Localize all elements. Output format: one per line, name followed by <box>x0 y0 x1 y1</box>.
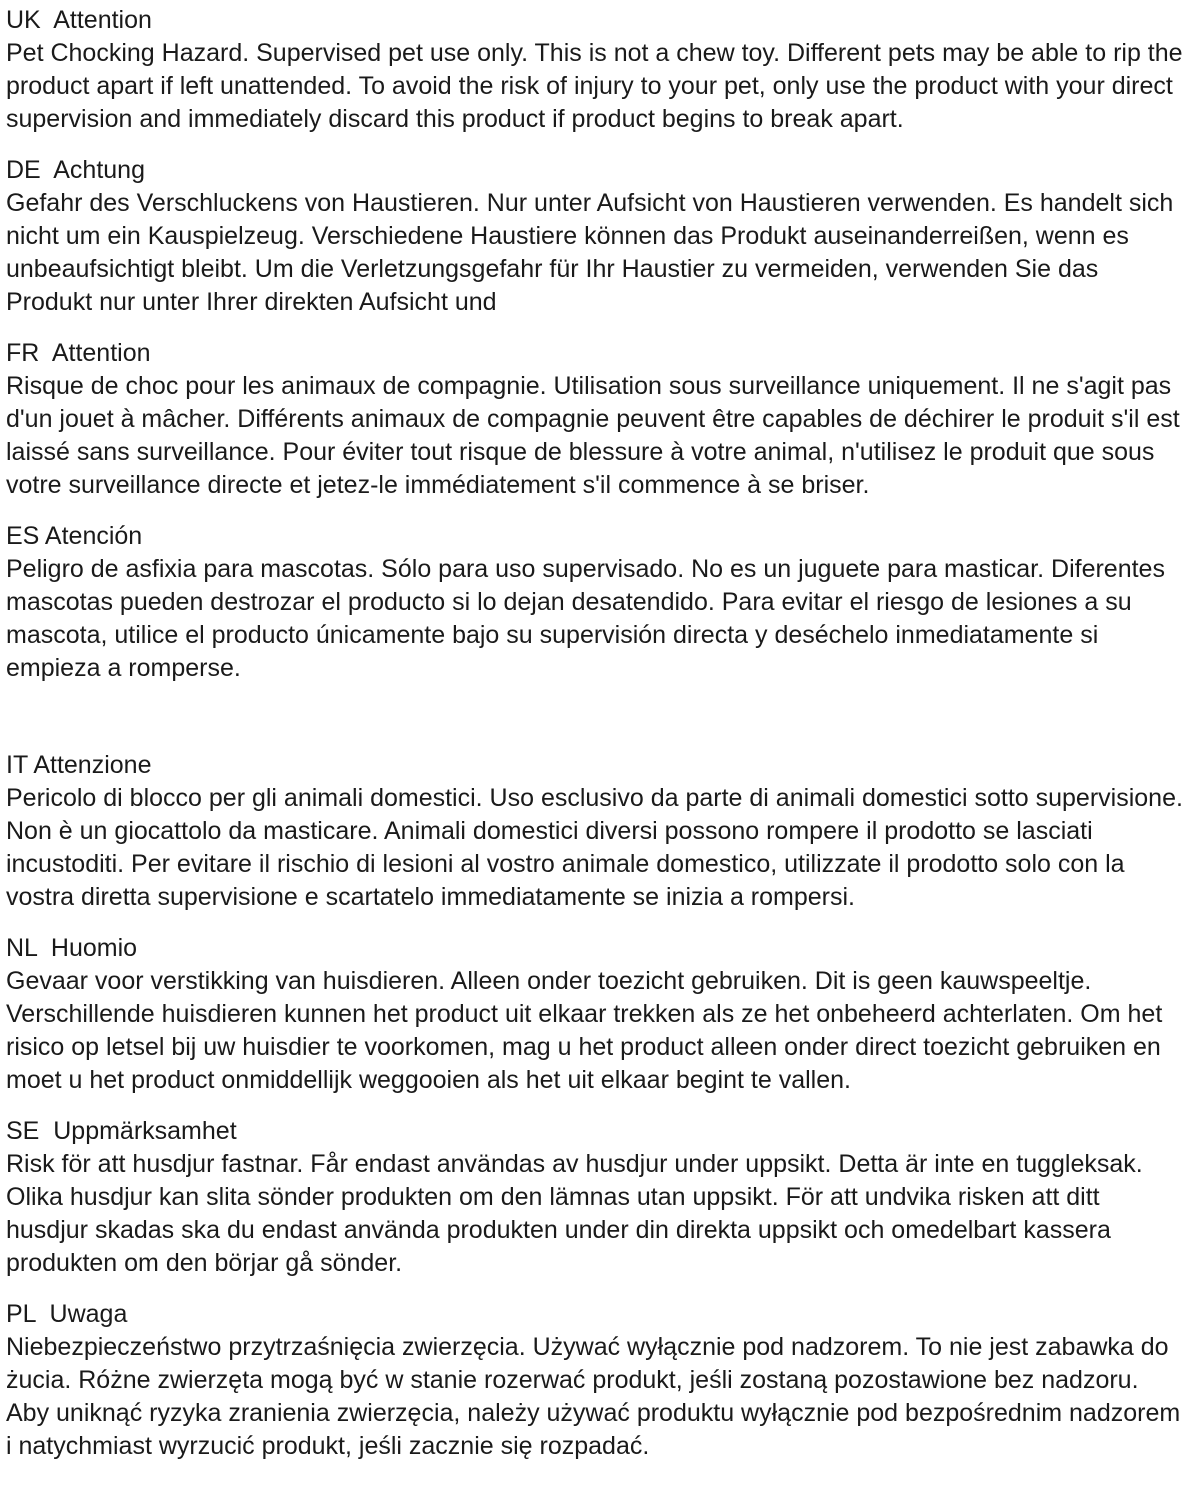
section-heading-de: DE Achtung <box>6 156 145 184</box>
section-body-es: Peligro de asfixia para mascotas. Sólo para uso supervisado. No es un juguete para masticar. Diferentes mascotas pueden destrozar el producto si lo dejan desatendido. Para evitar el riesgo de lesiones a su mascota, utilice el producto únicamente bajo su supervisión directa y deséchelo inmediatamente si empieza a romperse. <box>6 555 1165 682</box>
warning-section-uk <box>6 4 1185 136</box>
section-heading-es: ES Atención <box>6 522 143 550</box>
section-heading-se: SE Uppmärksamhet <box>6 1117 237 1145</box>
warning-section-it <box>6 749 1185 914</box>
warning-section-nl <box>6 932 1185 1097</box>
section-body-uk: Pet Chocking Hazard. Supervised pet use only. This is not a chew toy. Different pets may be able to rip the product apart if left unattended. To avoid the risk of injury to your pet, only use the product with your direct supervision and immediately discard this product if product begins to break apart. <box>6 39 1183 133</box>
warning-section-fr <box>6 337 1185 502</box>
warning-section-es <box>6 520 1185 685</box>
section-body-se: Risk för att husdjur fastnar. Får endast användas av husdjur under uppsikt. Detta är inte en tuggleksak. Olika husdjur kan slita sönder produkten om den lämnas utan uppsikt. För att undvika risken att ditt husdjur skadas ska du endast använda produkten under din direkta uppsikt och omedelbart kassera produkten om den börjar gå sönder. <box>6 1150 1143 1277</box>
section-body-fr: Risque de choc pour les animaux de compagnie. Utilisation sous surveillance uniquement. Il ne s'agit pas d'un jouet à mâcher. Différents animaux de compagnie peuvent être capables de déchirer le produit s'il est laissé sans surveillance. Pour éviter tout risque de blessure à votre animal, n'utilisez le produit que sous votre surveillance directe et jetez-le immédiatement s'il commence à se briser. <box>6 372 1180 499</box>
section-heading-uk: UK Attention <box>6 6 152 34</box>
section-heading-it: IT Attenzione <box>6 751 152 779</box>
section-body-nl: Gevaar voor verstikking van huisdieren. Alleen onder toezicht gebruiken. Dit is geen kauwspeeltje. Verschillende huisdieren kunnen het product uit elkaar trekken als ze het onbeheerd achterlaten. Om het risico op letsel bij uw huisdier te voorkomen, mag u het product alleen onder direct toezicht gebruiken en moet u het product onmiddellijk weggooien als het uit elkaar begint te vallen. <box>6 967 1163 1094</box>
section-heading-fr: FR Attention <box>6 339 151 367</box>
section-heading-pl: PL Uwaga <box>6 1300 128 1328</box>
section-body-it: Pericolo di blocco per gli animali domestici. Uso esclusivo da parte di animali domestici sotto supervisione. Non è un giocattolo da masticare. Animali domestici diversi possono rompere il prodotto se lasciati incustoditi. Per evitare il rischio di lesioni al vostro animale domestico, utilizzate il prodotto solo con la vostra diretta supervisione e scartatelo immediatamente se inizia a rompersi. <box>6 784 1183 911</box>
warning-section-se <box>6 1115 1185 1280</box>
warning-section-de <box>6 154 1185 319</box>
warning-section-pl <box>6 1298 1185 1463</box>
section-body-de: Gefahr des Verschluckens von Haustieren. Nur unter Aufsicht von Haustieren verwenden. Es handelt sich nicht um ein Kauspielzeug. Verschiedene Haustiere können das Produkt auseinanderreißen, wenn es unbeaufsichtigt bleibt. Um die Verletzungsgefahr für Ihr Haustier zu vermeiden, verwenden Sie das Produkt nur unter Ihrer direkten Aufsicht und <box>6 189 1174 316</box>
section-body-pl: Niebezpieczeństwo przytrzaśnięcia zwierzęcia. Używać wyłącznie pod nadzorem. To nie jest zabawka do żucia. Różne zwierzęta mogą być w stanie rozerwać produkt, jeśli zostaną pozostawione bez nadzoru. Aby uniknąć ryzyka zranienia zwierzęcia, należy używać produktu wyłącznie pod bezpośrednim nadzorem i natychmiast wyrzucić produkt, jeśli zacznie się rozpadać. <box>6 1333 1181 1460</box>
section-heading-nl: NL Huomio <box>6 934 138 962</box>
